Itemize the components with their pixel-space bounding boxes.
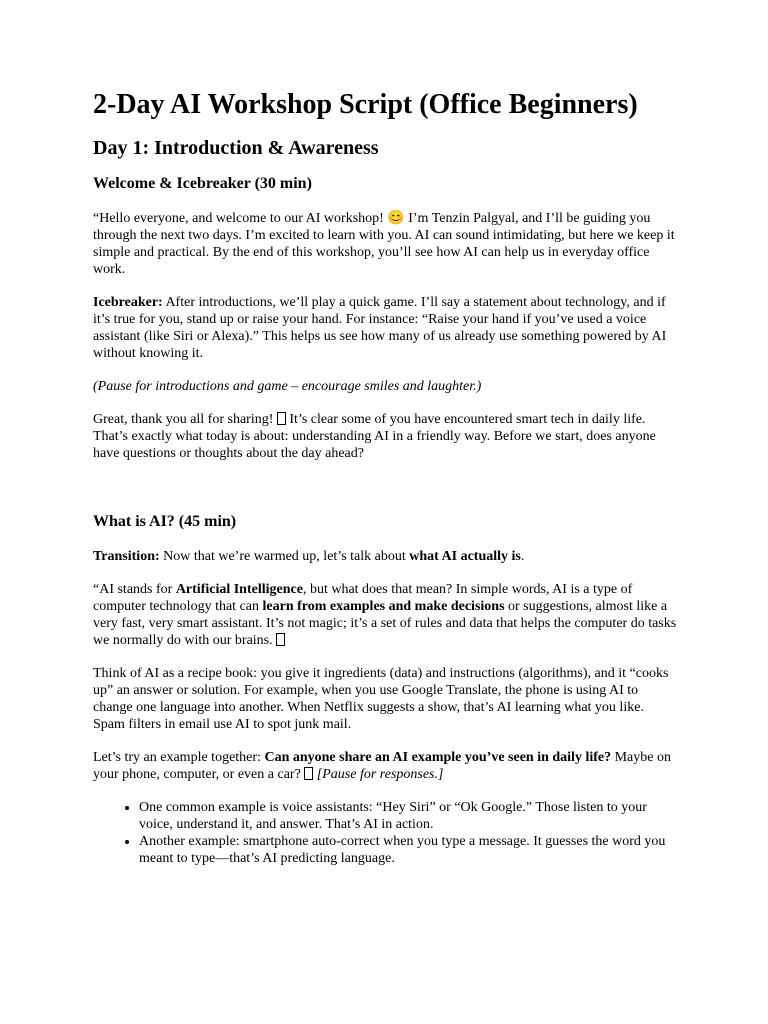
welcome-intro-paragraph: “Hello everyone, and welcome to our AI workshop! 😊 I’m Tenzin Palgyal, and I’ll be guiding you through the next two days. I’m excited to learn with you. AI can sound intimidating, but here we keep it simple and practical. By the end of this workshop, you’ll see how AI can help us in everyday office work. [93, 211, 675, 277]
section-spacer [93, 478, 678, 512]
icebreaker-paragraph [93, 294, 678, 362]
transition-paragraph [93, 548, 678, 565]
welcome-heading: Welcome & Icebreaker (30 min) [93, 175, 312, 192]
missing-glyph-icon [276, 633, 285, 646]
definition-bold-2: learn from examples and make decisions [262, 599, 505, 614]
example-paragraph [93, 749, 678, 783]
transition-bold: what AI actually is [409, 549, 521, 564]
definition-paragraph [93, 581, 678, 649]
document-page [93, 88, 678, 867]
what-is-ai-heading: What is AI? (45 min) [93, 513, 237, 530]
example-text-1: Let’s try an example together: [93, 750, 265, 765]
example-bold: Can anyone share an AI example you’ve seen in daily life? [264, 750, 612, 765]
definition-text-3: or suggestions, almost like a very fast, very smart assistant. It’s not magic; it’s a set of rules and data that helps the computer do tasks we normally do with our brains. [93, 599, 677, 648]
list-item: • One common example is voice assistants: “Hey Siri” or “Ok Google.” Those listen to your voice, understand it, and answer. That’s AI in action. [139, 799, 678, 833]
definition-text-1: “AI stands for [93, 582, 176, 597]
example-bullet-list [93, 799, 678, 867]
missing-glyph-icon [277, 412, 286, 425]
recipe-paragraph: Think of AI as a recipe book: you give it ingredients (data) and instructions (algorithms), and it “cooks up” an answer or solution. For example, when you use Google Translate, the phone is using AI to change one language into another. When Netflix suggests a show, that’s AI learning what you like. Spam filters in email use AI to spot junk mail. [93, 666, 669, 732]
missing-glyph-icon [304, 767, 313, 780]
pause-note-text: (Pause for introductions and game – encourage smiles and laughter.) [93, 379, 482, 394]
transition-label: Transition: [93, 549, 160, 564]
example-italic: [Pause for responses.] [313, 767, 444, 782]
thanks-paragraph [93, 411, 678, 462]
definition-bold-1: Artificial Intelligence [175, 582, 303, 597]
day1-heading: Day 1: Introduction & Awareness [93, 137, 379, 159]
transition-end: . [520, 549, 525, 564]
document-title: 2-Day AI Workshop Script (Office Beginners) [93, 89, 638, 120]
example-text-2: Maybe on your phone, computer, or even a car? [93, 750, 671, 782]
definition-text-2: , but what does that mean? In simple words, AI is a type of computer technology that can [93, 582, 633, 614]
pause-note [93, 378, 678, 395]
icebreaker-label: Icebreaker: [93, 295, 163, 310]
list-item: • Another example: smartphone auto-correct when you type a message. It guesses the word you meant to type—that’s AI predicting language. [139, 833, 678, 867]
thanks-text-end: It’s clear some of you have encountered smart tech in daily life. That’s exactly what today is about: understanding AI in a friendly way. Before we start, does anyone have questions or thoughts about the day ahead? [93, 412, 656, 461]
transition-text: Now that we’re warmed up, let’s talk about [159, 549, 410, 564]
thanks-text-start: Great, thank you all for sharing! [93, 412, 277, 427]
icebreaker-text: After introductions, we’ll play a quick game. I’ll say a statement about technology, and if it’s true for you, stand up or raise your hand. For instance: “Raise your hand if you’ve used a voice assistant (like Siri or Alexa).” This helps us see how many of us already use something powered by AI without knowing it. [93, 295, 667, 361]
